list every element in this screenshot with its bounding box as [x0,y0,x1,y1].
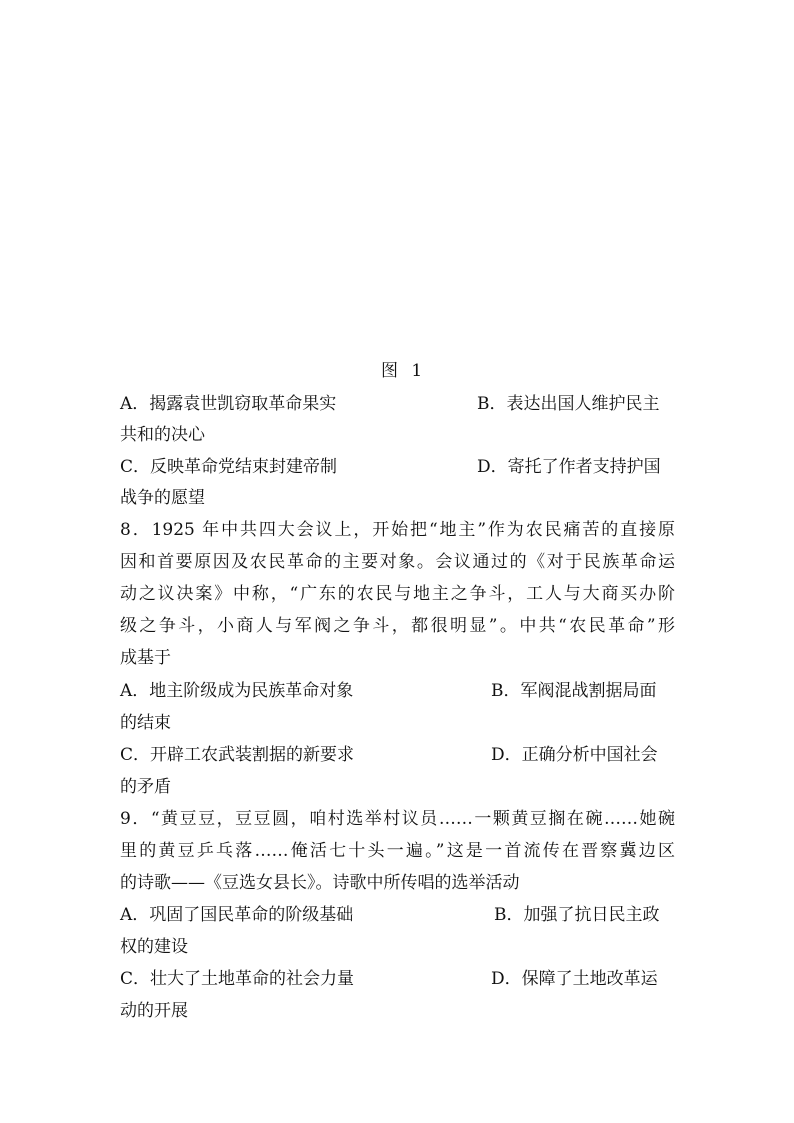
figure-area [120,40,675,350]
q9-stem-line: 的诗歌——《豆选女县长》。诗歌中所传唱的选举活动 [120,873,520,893]
q9-stem-line: 9．“黄豆豆，豆豆圆，咱村选举村议员……一颗黄豆搁在碗……她碗 [120,809,675,829]
q7-option-b-continued: 共和的决心 [120,425,205,445]
q9-option-b-continued: 权的建设 [120,937,188,957]
q7-option-d: D．寄托了作者支持护国 [477,457,661,477]
q8-stem-line: 因和首要原因及农民革命的主要对象。会议通过的《对于民族革命运 [120,552,675,572]
q8-stem-line: 成基于 [120,648,171,668]
q8-stem-line: 动之议决案》中称，“广东的农民与地主之争斗，工人与大商买办阶 [120,584,675,604]
q7-option-d-continued: 战争的愿望 [120,488,205,508]
q9-option-c: C．壮大了土地革命的社会力量 [120,969,355,989]
q9-option-d: D．保障了土地改革运 [491,969,658,989]
q7-option-b: B．表达出国人维护民主 [477,394,660,414]
q8-stem-line: 级之争斗，小商人与军阀之争斗，都很明显”。中共“农民革命”形 [120,616,675,636]
q9-option-d-continued: 动的开展 [120,1001,188,1021]
q8-option-d: D．正确分析中国社会 [491,745,658,765]
q8-option-a: A．地主阶级成为民族革命对象 [120,681,354,701]
figure-caption: 图 1 [381,361,427,381]
q9-option-a: A．巩固了国民革命的阶级基础 [120,905,354,925]
q8-option-c: C．开辟工农武装割据的新要求 [120,745,355,765]
q7-option-a: A．揭露袁世凯窃取革命果实 [120,394,337,414]
q8-option-b-continued: 的结束 [120,713,171,733]
q8-option-d-continued: 的矛盾 [120,777,171,797]
q8-option-b: B．军阀混战割据局面 [491,681,657,701]
q8-stem-line: 8．1925 年中共四大会议上，开始把“地主”作为农民痛苦的直接原 [120,520,675,540]
q7-option-c: C．反映革命党结束封建帝制 [120,457,338,477]
q9-option-b: B．加强了抗日民主政 [494,905,660,925]
q9-stem-line: 里的黄豆乒乓落……俺活七十头一遍。”这是一首流传在晋察冀边区 [120,841,675,861]
